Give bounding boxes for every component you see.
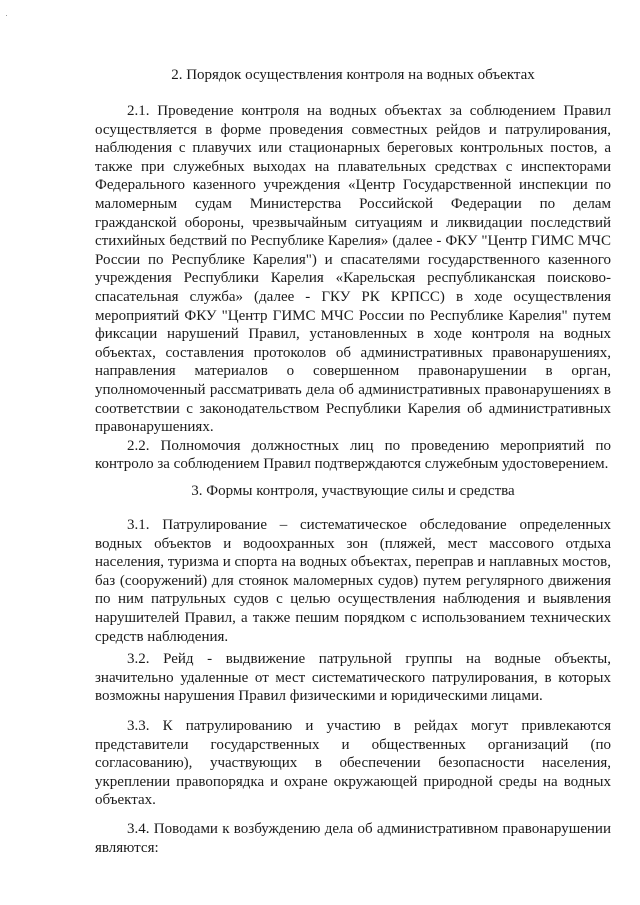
section-3-2-body [95,650,611,706]
paragraph-3-3: 3.3. К патрулированию и участию в рейдах могут привлекаются представители государственных и общественных организаций (по согласованию), участвующих в обеспечении безопасности населения, укреплении правопорядка и охране окружающей природной среды на водных объектах. [95,718,611,809]
section-3-3-body [95,717,611,810]
paragraph-3-1: 3.1. Патрулирование – систематическое обследование определенных водных объектов и водоохранных зон (пляжей, мест массового отдыха населения, туризма и спорта на водных объектах, переправ и наплавных мостов, баз (сооружений) для стоянок маломерных судов) путем регулярного движения по ним патрульных судов с целью осуществления наблюдения и выявления нарушителей Правил, а также пешим порядком с использованием технических средств наблюдения. [95,517,611,645]
scan-speck [6,15,7,16]
section-2-heading: 2. Порядок осуществления контроля на водных объектах [171,67,535,83]
paragraph-3-4: 3.4. Поводами к возбуждению дела об административном правонарушении являются: [95,821,611,856]
section-3-heading: 3. Формы контроля, участвующие силы и средства [191,483,515,499]
section-3-1-body [95,516,611,646]
paragraph-2-1: 2.1. Проведение контроля на водных объектах за соблюдением Правил осуществляется в форме проведения совместных рейдов и патрулирования, наблюдения с плавучих или стационарных береговых контрольных постов, а также при служебных выходах на плавательных средствах с инспекторами Федерального казенного учреждения «Центр Государственной инспекции по маломерным судам Министерства Российской Федерации по делам гражданской обороны, чрезвычайным ситуациям и ликвидации последствий стихийных бедствий по Республике Карелия» (далее - ФКУ "Центр ГИМС МЧС России по Республике Карелия") и спасателями государственного казенного учреждения Республики Карелия «Карельская республиканская поисково-спасательная служба» (далее - ГКУ РК КРПСС) в ходе осуществления мероприятий ФКУ "Центр ГИМС МЧС России по Республике Карелия" путем фиксации нарушений Правил, установленных в ходе контроля на водных объектах, составления протоколов об административных правонарушениях, направления материалов о совершенном правонарушении в орган, уполномоченный рассматривать дела об административных правонарушениях в соответствии с законодательством Республики Карелия об административных правонарушениях. [95,103,611,436]
paragraph-3-2: 3.2. Рейд - выдвижение патрульной группы на водные объекты, значительно удаленные от мест систематического патрулирования, в которых возможны нарушения Правил физическими и юридическими лицами. [95,651,611,705]
section-2-body [95,102,611,474]
section-3-4-body [95,820,611,857]
paragraph-2-2: 2.2. Полномочия должностных лиц по проведению мероприятий по контроло за соблюдением Правил подтверждаются служебным удостоверением. [95,437,611,473]
